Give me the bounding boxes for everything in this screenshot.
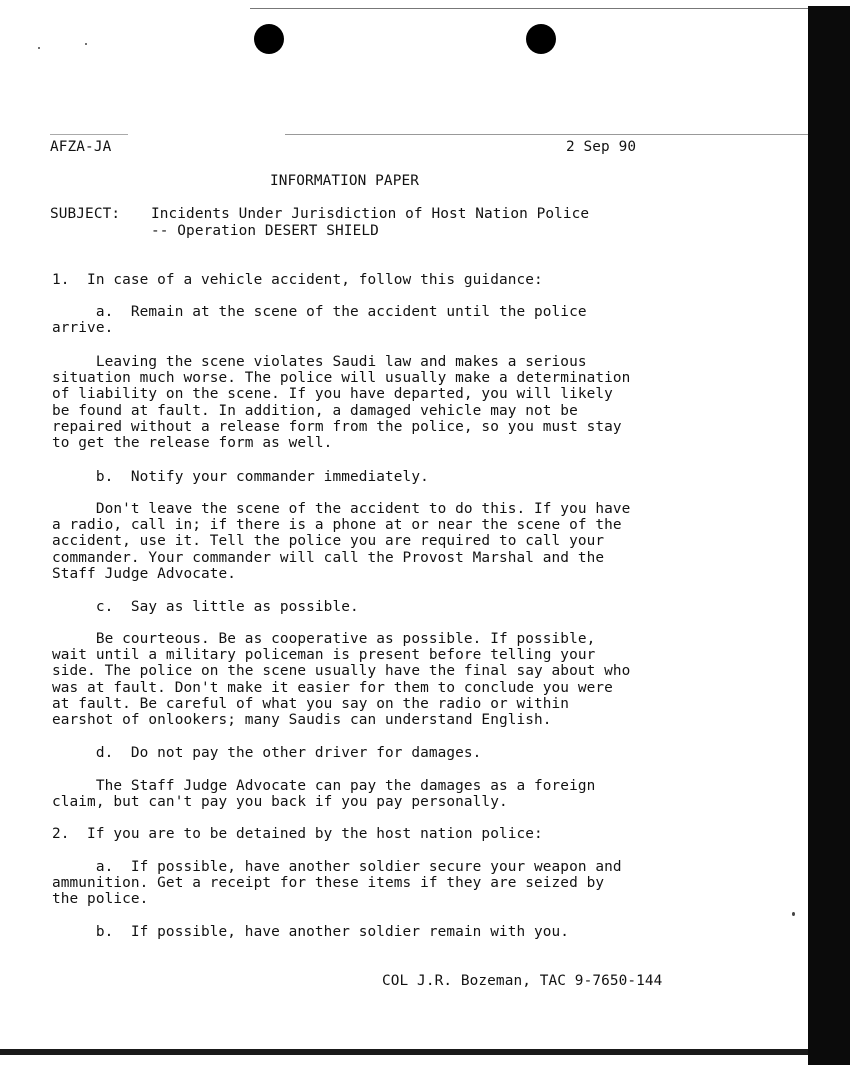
paragraph-1-heading: 1. In case of a vehicle accident, follow this guidance: xyxy=(52,272,543,288)
paragraph-1d-text: The Staff Judge Advocate can pay the damages as a foreign claim, but can't pay you back if you pay personally. xyxy=(52,778,596,811)
office-symbol: AFZA-JA xyxy=(50,139,112,155)
paragraph-2b: b. If possible, have another soldier remain with you. xyxy=(52,924,570,940)
subject-line-2: -- Operation DESERT SHIELD xyxy=(151,223,379,239)
scan-bottom-edge xyxy=(0,1049,808,1055)
punch-hole-right xyxy=(526,24,556,54)
subject-label: SUBJECT: xyxy=(50,206,121,222)
paragraph-1b: b. Notify your commander immediately. xyxy=(52,469,429,485)
paragraph-1c-text: Be courteous. Be as cooperative as possible. If possible, wait until a military policeman is present before telling your side. The police on the scene usually have the final say about who was at fault. Don't make it easier for them to conclude you were at fault. Be careful of what you say on the radio or within earshot of onlookers; many Saudis can understand English. xyxy=(52,631,631,729)
subject-line-1: Incidents Under Jurisdiction of Host Nation Police xyxy=(151,206,590,222)
scan-speck xyxy=(38,47,40,49)
paragraph-1a: a. Remain at the scene of the accident until the police arrive. xyxy=(52,304,587,337)
scan-right-edge xyxy=(808,6,850,1065)
paragraph-1c: c. Say as little as possible. xyxy=(52,599,359,615)
paragraph-1b-text: Don't leave the scene of the accident to do this. If you have a radio, call in; if there is a phone at or near the scene of the accident, use it. Tell the police you are required to call your commander. Your commander will call the Provost Marshal and the Staff Judge Advocate. xyxy=(52,501,631,582)
paragraph-1a-text: Leaving the scene violates Saudi law and makes a serious situation much worse. The police will usually make a determination of liability on the scene. If you have departed, you will likely be found at fault. In addition, a damaged vehicle may not be repaired without a release form from the police, so you must stay to get the release form as well. xyxy=(52,354,631,452)
scan-speck xyxy=(85,43,87,45)
header-rule-left xyxy=(50,134,128,135)
header-rule-right xyxy=(285,134,808,135)
document-date: 2 Sep 90 xyxy=(566,139,637,155)
point-of-contact: COL J.R. Bozeman, TAC 9-7650-144 xyxy=(382,973,663,989)
paragraph-1d: d. Do not pay the other driver for damages. xyxy=(52,745,482,761)
scan-speck xyxy=(792,912,795,916)
paragraph-2-heading: 2. If you are to be detained by the host nation police: xyxy=(52,826,543,842)
punch-hole-left xyxy=(254,24,284,54)
document-title: INFORMATION PAPER xyxy=(270,173,419,189)
scan-top-edge xyxy=(250,8,810,9)
paragraph-2a: a. If possible, have another soldier secure your weapon and ammunition. Get a receipt for these items if they are seized by the police. xyxy=(52,859,622,908)
